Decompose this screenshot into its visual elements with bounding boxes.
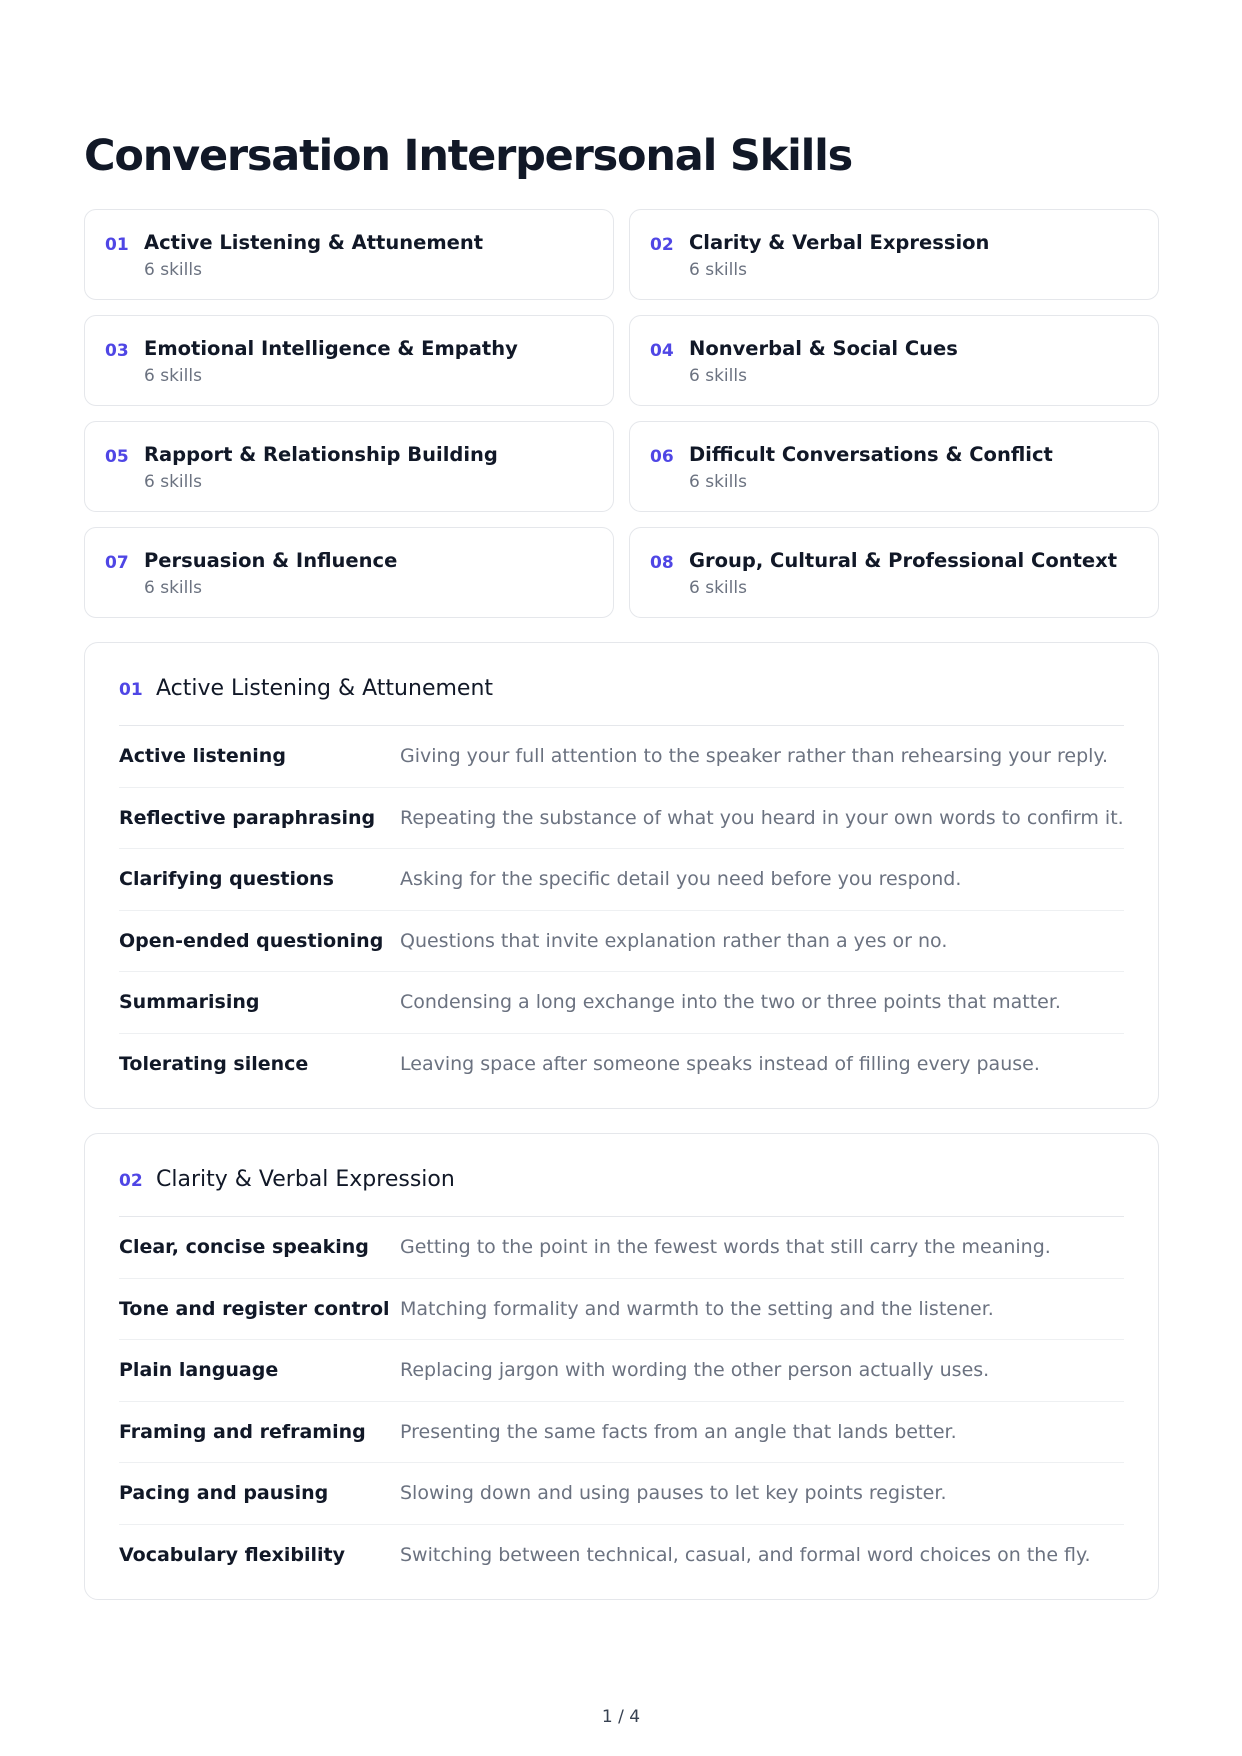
skill-description: Presenting the same facts from an angle that lands better. bbox=[400, 1420, 957, 1443]
category-number: 05 bbox=[105, 447, 129, 467]
skill-name: Plain language bbox=[119, 1359, 279, 1382]
category-number: 01 bbox=[105, 235, 129, 255]
skill-name: Tone and register control bbox=[119, 1297, 390, 1320]
page-number: 1 / 4 bbox=[601, 1707, 641, 1727]
category-card[interactable] bbox=[84, 421, 614, 512]
skill-row bbox=[119, 1525, 1124, 1586]
skill-row bbox=[119, 849, 1124, 911]
category-overview bbox=[84, 209, 1159, 618]
category-title: Active Listening & Attunement bbox=[144, 231, 484, 254]
skill-description: Replacing jargon with wording the other person actually uses. bbox=[400, 1359, 990, 1382]
category-number: 06 bbox=[650, 447, 674, 467]
category-number: 08 bbox=[650, 553, 674, 573]
category-card[interactable] bbox=[84, 527, 614, 618]
category-card[interactable] bbox=[629, 527, 1159, 618]
category-card[interactable] bbox=[629, 421, 1159, 512]
skill-description: Matching formality and warmth to the setting and the listener. bbox=[400, 1297, 994, 1320]
skill-description: Leaving space after someone speaks instead of filling every pause. bbox=[400, 1052, 1040, 1075]
skill-name: Reflective paraphrasing bbox=[119, 806, 376, 829]
skill-name: Tolerating silence bbox=[119, 1052, 309, 1075]
category-title: Nonverbal & Social Cues bbox=[689, 337, 958, 360]
skill-description: Questions that invite explanation rather than a yes or no. bbox=[400, 929, 948, 952]
category-card[interactable] bbox=[84, 209, 614, 300]
category-title: Clarity & Verbal Expression bbox=[689, 231, 990, 254]
skill-name: Pacing and pausing bbox=[119, 1482, 329, 1505]
category-skill-count: 6 skills bbox=[689, 366, 747, 386]
skill-description: Asking for the specific detail you need before you respond. bbox=[400, 868, 962, 891]
category-number: 04 bbox=[650, 341, 674, 361]
category-skill-count: 6 skills bbox=[689, 578, 747, 598]
category-title: Persuasion & Influence bbox=[144, 549, 398, 572]
category-number: 03 bbox=[105, 341, 129, 361]
section-active-listening bbox=[84, 642, 1159, 1109]
skill-row bbox=[119, 726, 1124, 788]
category-skill-count: 6 skills bbox=[144, 260, 202, 280]
skill-row bbox=[119, 1463, 1124, 1525]
skill-row bbox=[119, 788, 1124, 850]
category-card[interactable] bbox=[629, 315, 1159, 406]
category-title: Difficult Conversations & Conflict bbox=[689, 443, 1053, 466]
section-number: 02 bbox=[119, 1170, 143, 1191]
skill-name: Clarifying questions bbox=[119, 868, 334, 891]
skill-name: Vocabulary flexibility bbox=[119, 1543, 345, 1566]
skill-row bbox=[119, 1402, 1124, 1464]
skill-row bbox=[119, 1217, 1124, 1279]
category-title: Rapport & Relationship Building bbox=[144, 443, 498, 466]
category-card[interactable] bbox=[629, 209, 1159, 300]
category-skill-count: 6 skills bbox=[689, 472, 747, 492]
section-number: 01 bbox=[119, 679, 143, 700]
skill-row bbox=[119, 1034, 1124, 1095]
category-skill-count: 6 skills bbox=[144, 366, 202, 386]
skill-description: Giving your full attention to the speaker rather than rehearsing your reply. bbox=[400, 745, 1109, 768]
section-clarity-verbal-expression bbox=[84, 1133, 1159, 1600]
skill-name: Summarising bbox=[119, 991, 260, 1014]
skill-name: Framing and reframing bbox=[119, 1420, 366, 1443]
skill-row bbox=[119, 911, 1124, 973]
section-title: Clarity & Verbal Expression bbox=[156, 1166, 455, 1192]
skill-name: Clear, concise speaking bbox=[119, 1236, 369, 1259]
skill-description: Getting to the point in the fewest words that still carry the meaning. bbox=[400, 1236, 1051, 1259]
skill-description: Slowing down and using pauses to let key points register. bbox=[400, 1482, 947, 1505]
skill-name: Active listening bbox=[119, 745, 286, 768]
category-title: Emotional Intelligence & Empathy bbox=[144, 337, 518, 360]
page-title: Conversation Interpersonal Skills bbox=[84, 131, 853, 181]
skill-name: Open-ended questioning bbox=[119, 929, 384, 952]
category-skill-count: 6 skills bbox=[689, 260, 747, 280]
skill-row bbox=[119, 972, 1124, 1034]
skill-row bbox=[119, 1340, 1124, 1402]
category-card[interactable] bbox=[84, 315, 614, 406]
section-header bbox=[119, 1134, 1124, 1217]
category-title: Group, Cultural & Professional Context bbox=[689, 549, 1118, 572]
skill-description: Switching between technical, casual, and formal word choices on the fly. bbox=[400, 1543, 1091, 1566]
skill-row bbox=[119, 1279, 1124, 1341]
category-skill-count: 6 skills bbox=[144, 472, 202, 492]
category-number: 07 bbox=[105, 553, 129, 573]
category-number: 02 bbox=[650, 235, 674, 255]
skill-description: Condensing a long exchange into the two or three points that matter. bbox=[400, 991, 1061, 1014]
section-header bbox=[119, 643, 1124, 726]
section-title: Active Listening & Attunement bbox=[156, 675, 494, 701]
skill-description: Repeating the substance of what you heard in your own words to confirm it. bbox=[400, 806, 1124, 829]
category-skill-count: 6 skills bbox=[144, 578, 202, 598]
